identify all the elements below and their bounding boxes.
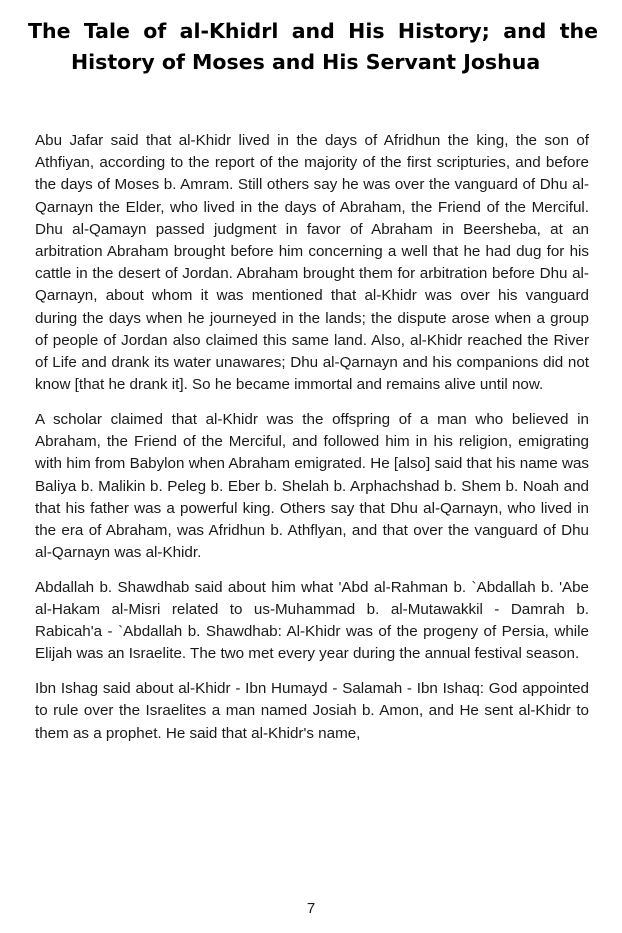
body-text [35,130,589,757]
chapter-title [28,16,598,78]
page-number: 7 [306,900,316,917]
paragraph-4: Ibn Ishag said about al-Khidr - Ibn Humayd - Salamah - Ibn Ishaq: God appointed to rule over the Israelites a man named Josiah b. Amon, and He sent al-Khidr to them as a prophet. He said that al-Khidr's name, [35,680,589,742]
paragraph-1: Abu Jafar said that al-Khidr lived in the days of Afridhun the king, the son of Athfiyan, according to the report of the majority of the first scripturies, and before the days of Moses b. Amram. Still others say he was over the vanguard of Dhu al-Qarnayn the Elder, who lived in the days of Abraham, the Friend of the Merciful. Dhu al-Qamayn passed judgment in favor of Abraham in Beersheba, at an arbitration Abraham brought before him concerning a well that he had dug for his cattle in the desert of Jordan. Abraham brought them for arbitration before Dhu al-Qarnayn, about whom it was mentioned that al-Khidr was over his vanguard during the days when he journeyed in the lands; the dispute arose when a group of people of Jordan also claimed this same land. Also, al-Khidr reached the River of Life and drank its water unawares; Dhu al-Qarnayn and his companions did not know [that he drank it]. So he became immortal and remains alive until now. [35,132,589,394]
chapter-title-line-2: History of Moses and His Servant Joshua [71,50,541,74]
chapter-title-line-1: The Tale of al-Khidrl and His History; and the [28,19,598,43]
paragraph-3: Abdallah b. Shawdhab said about him what 'Abd al-Rahman b. `Abdallah b. 'Abe al-Hakam al-Misri related to us-Muhammad b. al-Mutawakkil - Damrah b. Rabicah'a - `Abdallah b. Shawdhab: Al-Khidr was of the progeny of Persia, while Elijah was an Israelite. The two met every year during the annual festival season. [35,578,589,663]
paragraph-2: A scholar claimed that al-Khidr was the offspring of a man who believed in Abraham, the Friend of the Merciful, and followed him in his religion, emigrating with him from Babylon when Abraham emigrated. He [also] said that his name was Baliya b. Malikin b. Peleg b. Eber b. Shelah b. Arphachshad b. Shem b. Noah and that his father was a powerful king. Others say that Dhu al-Qarnayn, who lived in the era of Abraham, was Afridhun b. Athflyan, and that over the vanguard of Dhu al-Qarnayn was al-Khidr. [35,410,589,562]
